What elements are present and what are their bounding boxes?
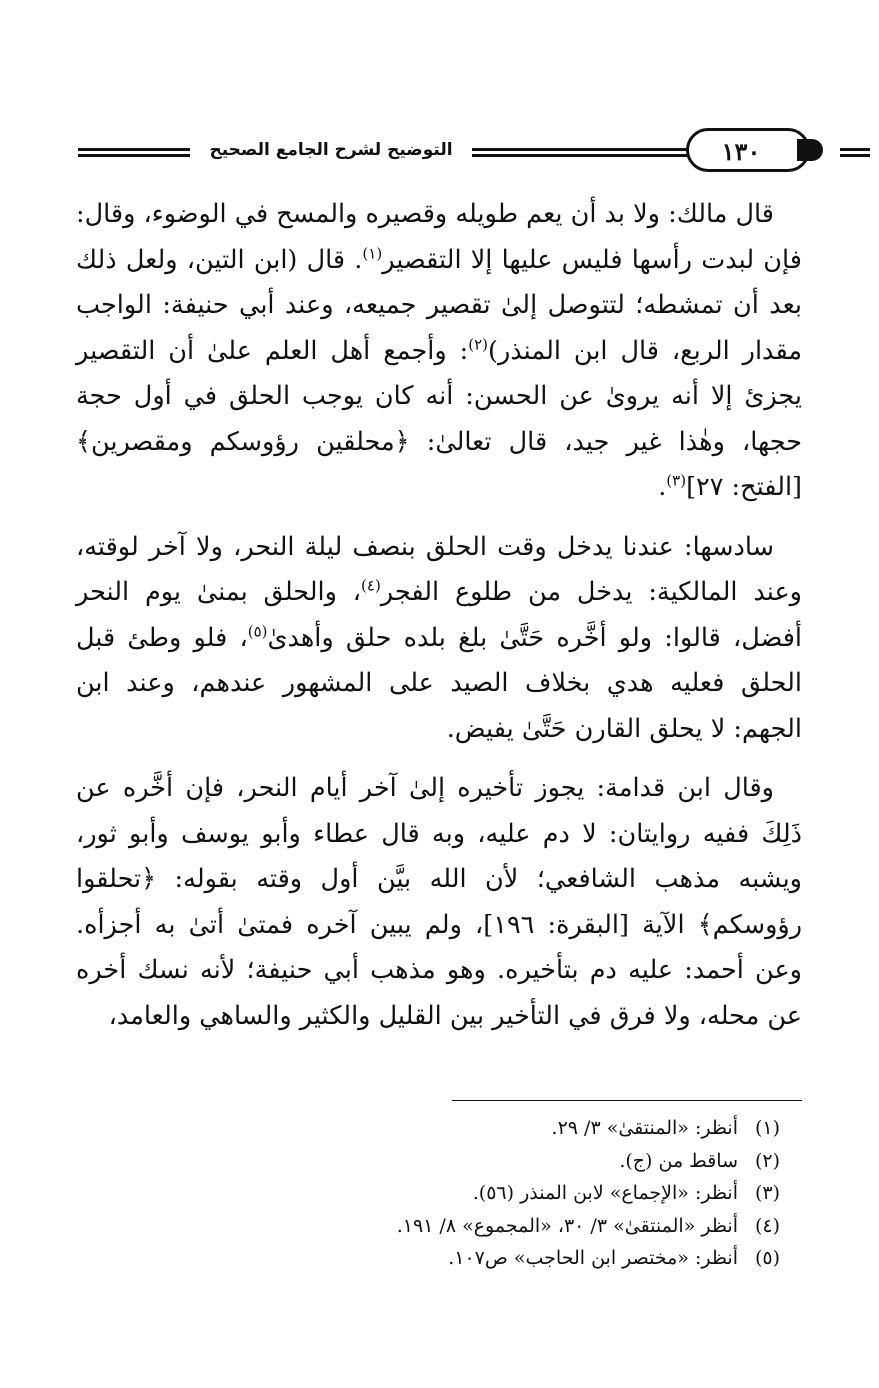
badge-ornament (797, 139, 823, 161)
footnote-text: أنظر: «المنتقىٰ» ٣/ ٢٩. (551, 1117, 738, 1139)
footnote-reference: (٤) (361, 576, 381, 595)
footnote-separator (452, 1100, 802, 1101)
footnote-reference: (١) (362, 244, 383, 262)
paragraph (76, 525, 802, 753)
page-number: ١٣٠ (721, 137, 761, 166)
footnote-number: (٣) (754, 1182, 780, 1204)
footnote-number: (٥) (754, 1247, 780, 1269)
page-number-badge (686, 128, 810, 172)
footnote (200, 1177, 780, 1210)
page-header (72, 128, 806, 178)
footnotes (200, 1112, 780, 1275)
text-run: قال مالك: ولا بد أن يعم طويله وقصيره والمسح في الوضوء، وقال: فإن لبدت رأسها فليس عليها إلا التقصير (76, 199, 802, 275)
paragraph (76, 192, 802, 511)
footnote-number: (٤) (754, 1214, 780, 1237)
text-run: : وأجمع أهل العلم علىٰ أن التقصير يجزئ إلا أنه يروىٰ عن الحسن: أنه كان يوجب الحلق في أول حجة حجها، وهٰذا غير جيد، قال تعالىٰ: ﴿محلقين رؤوسكم ومقصرين﴾ [الفتح: ٢٧] (76, 335, 802, 502)
footnote (200, 1112, 780, 1145)
text-run: ، والحلق بمنىٰ يوم النحر أفضل، قالوا: ولو أخَّره حَتَّىٰ بلغ بلده حلق وأهدىٰ (76, 577, 802, 653)
text-run: وقال ابن قدامة: يجوز تأخيره إلىٰ آخر أيام النحر، فإن أخَّره عن ذَلِكَ ففيه روايتان: لا دم عليه، وبه قال عطاء وأبو يوسف وأبو ثور، ويشبه مذهب الشافعي؛ لأن الله بيَّن أول وقته بقوله: ﴿تحلقوا رؤوسكم﴾ الآية [البقرة: ١٩٦]، ولم يبين آخره فمتىٰ أتىٰ به أجزأه. وعن أحمد: عليه دم بتأخيره. وهو مذهب أبي حنيفة؛ لأنه نسك أخره عن محله، ولا فرق في التأخير بين القليل والكثير والساهي والعامد، (76, 773, 803, 1031)
footnote-reference: (٣) (666, 471, 687, 490)
text-run: . (658, 472, 667, 502)
footnote-text: أنظر «المنتقىٰ» ٣/ ٣٠، «المجموع» ٨/ ١٩١. (396, 1214, 738, 1237)
text-run: . قال (ابن التين، ولعل ذلك بعد أن تمشطه؛ لتتوصل إلىٰ تقصير جميعه، وعند أبي حنيفة: الواجب مقدار الربع، قال ابن المنذر) (76, 244, 802, 366)
main-text (76, 192, 802, 1053)
footnote-reference: (٥) (247, 622, 268, 640)
footnote (200, 1242, 780, 1275)
footnote-text: أنظر: «الإجماع» لابن المنذر (٥٦). (472, 1182, 738, 1204)
text-run: ، فلو وطئ قبل الحلق فعليه هدي بخلاف الصيد على المشهور عندهم، وعند ابن الجهم: لا يحلق القارن حَتَّىٰ يفيض. (76, 622, 802, 744)
footnote-reference: (٢) (468, 335, 489, 353)
header-rule-right (840, 148, 870, 157)
footnote-number: (١) (754, 1117, 780, 1139)
header-rule-left (78, 148, 190, 157)
paragraph (76, 766, 802, 1039)
text-run: سادسها: عندنا يدخل وقت الحلق بنصف ليلة النحر، ولا آخر لوقته، وعند المالكية: يدخل من طلوع الفجر (76, 531, 803, 607)
footnote-text: أنظر: «مختصر ابن الحاجب» ص١٠٧. (448, 1247, 738, 1269)
footnote-number: (٢) (754, 1149, 780, 1172)
footnote (200, 1145, 780, 1178)
footnote (200, 1210, 780, 1243)
running-title: التوضيح لشرح الجامع الصحيح (209, 140, 453, 160)
footnote-text: ساقط من (ج). (619, 1149, 738, 1172)
